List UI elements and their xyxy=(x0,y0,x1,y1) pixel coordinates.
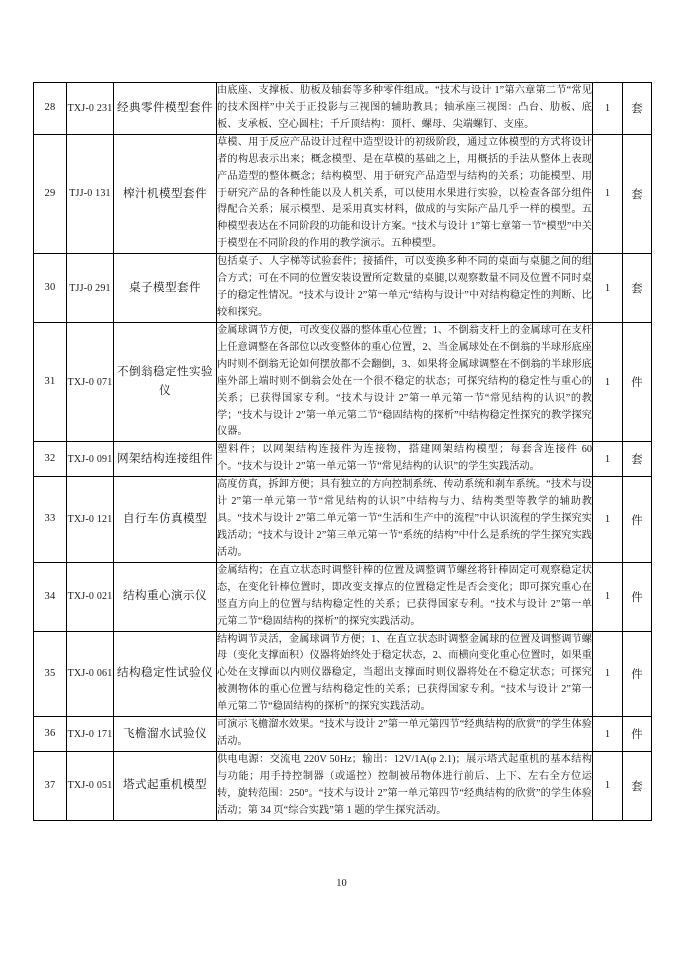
row-description: 包括桌子、人字梯等试验套件；接插件，可以变换多种不同的桌面与桌腿之间的组合方式；可在不同的位置安装设置所定数量的桌腿,以观察数量不同及位置不同时桌子的稳定性情况。“技术与设计 2”第一单元“结构与设计”中对结构稳定性的判断、比较和探究。 xyxy=(217,254,593,323)
row-name: 经典零件模型套件 xyxy=(114,83,217,135)
row-description: 供电电源：交流电 220V 50Hz；输出：12V/1A(φ 2.1)；展示塔式起重机的基本结构与功能；用手持控制器（或遥控）控制被吊物体进行前后、上下、左右全方位运转，旋转范围：250°。“技术与设计 2”第一单元第四节“经典结构的欣赏”的学生体验活动；第 34 页“综合实践”第 1 题的学生探究活动。 xyxy=(217,751,593,820)
row-unit: 件 xyxy=(623,477,652,563)
row-code: TXJ-0 021 xyxy=(67,562,114,631)
row-code: TXJ-0 121 xyxy=(67,477,114,563)
table-row xyxy=(34,83,652,135)
row-name: 塔式起重机模型 xyxy=(114,751,217,820)
row-unit: 套 xyxy=(623,83,652,135)
row-code: TXJ-0 091 xyxy=(67,442,114,477)
row-unit: 套 xyxy=(623,442,652,477)
row-code: TXJ-0 071 xyxy=(67,322,114,441)
row-quantity: 1 xyxy=(593,717,623,752)
row-description: 金属结构；在直立状态时调整针棒的位置及调整调节螺丝将针棒固定可观察稳定状态，在变化针棒位置时，即改变支撑点的位置稳定性是否会变化；即可探究重心在竖直方向上的位置与结构稳定性的关系；已获得国家专利。“技术与设计 2”第一单元第二节“稳固结构的探析”的探究实践活动。 xyxy=(217,562,593,631)
row-unit: 件 xyxy=(623,562,652,631)
row-index: 30 xyxy=(34,254,67,323)
equipment-table-body xyxy=(34,83,652,821)
row-index: 32 xyxy=(34,442,67,477)
row-index: 28 xyxy=(34,83,67,135)
row-index: 36 xyxy=(34,717,67,752)
row-description: 塑料件；以网架结构连接件为连接物，搭建网架结构模型；每套含连接件 60 个。“技术与设计 2”第一单元第一节“常见结构的认识”的学生实践活动。 xyxy=(217,442,593,477)
row-name: 飞檐溜水试验仪 xyxy=(114,717,217,752)
table-row xyxy=(34,631,652,717)
row-index: 34 xyxy=(34,562,67,631)
row-quantity: 1 xyxy=(593,477,623,563)
row-unit: 套 xyxy=(623,254,652,323)
table-row xyxy=(34,134,652,253)
row-code: TXJ-0 231 xyxy=(67,83,114,135)
row-quantity: 1 xyxy=(593,254,623,323)
row-code: TJJ-0 131 xyxy=(67,134,114,253)
table-row xyxy=(34,477,652,563)
row-description: 结构调节灵活，金属球调节方便；1、在直立状态时调整金属球的位置及调整调节螺母（变化支撑面积）仪器将始终处于稳定状态，2、而横向变化重心位置时，如果重心处在支撑面以内则仪器稳定，当超出支撑面时则仪器将处在不稳定状态；可探究被测物体的重心位置与结构稳定性的关系；已获得国家专利。“技术与设计 2”第一单元第二节“稳固结构的探析”的探究实践活动。 xyxy=(217,631,593,717)
row-index: 37 xyxy=(34,751,67,820)
row-code: TXJ-0 061 xyxy=(67,631,114,717)
row-index: 31 xyxy=(34,322,67,441)
row-unit: 件 xyxy=(623,717,652,752)
row-name: 不倒翁稳定性实验仪 xyxy=(114,322,217,441)
table-row xyxy=(34,562,652,631)
row-code: TXJ-0 051 xyxy=(67,751,114,820)
row-code: TXJ-0 171 xyxy=(67,717,114,752)
row-unit: 件 xyxy=(623,631,652,717)
row-quantity: 1 xyxy=(593,751,623,820)
row-quantity: 1 xyxy=(593,83,623,135)
equipment-table xyxy=(33,82,652,821)
row-quantity: 1 xyxy=(593,562,623,631)
row-quantity: 1 xyxy=(593,442,623,477)
row-name: 网架结构连接组件 xyxy=(114,442,217,477)
row-name: 结构稳定性试验仪 xyxy=(114,631,217,717)
page-number: 10 xyxy=(336,878,347,889)
row-description: 由底座、支撑板、肋板及轴套等多种零件组成。“技术与设计 1”第六章第二节“常见的技术图样”中关于正投影与三视图的辅助教具；轴承座三视图：凸台、肋板、底板、支承板、空心圆柱；千斤顶结构：顶杆、螺母、尖端螺钉、支座。 xyxy=(217,83,593,135)
row-index: 33 xyxy=(34,477,67,563)
table-row xyxy=(34,322,652,441)
row-unit: 套 xyxy=(623,134,652,253)
row-code: TJJ-0 291 xyxy=(67,254,114,323)
row-index: 29 xyxy=(34,134,67,253)
row-quantity: 1 xyxy=(593,631,623,717)
table-row xyxy=(34,442,652,477)
row-description: 金属球调节方便，可改变仪器的整体重心位置；1、不倒翁支杆上的金属球可在支杆上任意调整在各部位以改变整体的重心位置，2、当金属球处在不倒翁的半球形底座内时则不倒翁无论如何摆放都不会翻倒，3、如果将金属球调整在不倒翁的半球形底座外部上端时则不倒翁会处在一个很不稳定的状态；可探究结构的稳定性与重心的关系；已获得国家专利。“技术与设计 2”第一单元第一节“常见结构的认识”的教学；“技术与设计 2”第一单元第二节“稳固结构的探析”中结构稳定性探究的教学探究仪器。 xyxy=(217,322,593,441)
row-index: 35 xyxy=(34,631,67,717)
row-description: 高度仿真，拆卸方便；具有独立的方向控制系统、传动系统和刹车系统。“技术与设计 2”第一单元第一节“常见结构的认识”中结构与力、结构类型等教学的辅助教具。“技术与设计 2”第二单元第一节“生活和生产中的流程”中认识流程的学生探究实践活动；“技术与设计 2”第三单元第一节“系统的结构”中什么是系统的学生探究实践活动。 xyxy=(217,477,593,563)
row-unit: 件 xyxy=(623,322,652,441)
row-quantity: 1 xyxy=(593,134,623,253)
row-name: 桌子模型套件 xyxy=(114,254,217,323)
row-description: 草模、用于反应产品设计过程中造型设计的初级阶段，通过立体模型的方式将设计者的构思表示出来；概念模型、是在草模的基础之上，用概括的手法从整体上表现产品造型的整体概念；结构模型、用于研究产品造型与结构的关系；功能模型、用于研究产品的各种性能以及人机关系，可以使用水果进行实验，以检查各部分组件得配合关系；展示模型、是采用真实材料，做成的与实际产品几乎一样的模型。五种模型表达在不同阶段的功能和设计方案。“技术与设计 1”第七章第一节“模型”中关于模型在不同阶段的作用的教学演示。五种模型。 xyxy=(217,134,593,253)
row-unit: 套 xyxy=(623,751,652,820)
row-description: 可演示飞檐溜水效果。“技术与设计 2”第一单元第四节“经典结构的欣赏”的学生体验活动。 xyxy=(217,717,593,752)
table-row xyxy=(34,717,652,752)
row-name: 自行车仿真模型 xyxy=(114,477,217,563)
table-row xyxy=(34,751,652,820)
row-name: 结构重心演示仪 xyxy=(114,562,217,631)
row-quantity: 1 xyxy=(593,322,623,441)
equipment-table-container xyxy=(33,82,651,821)
table-row xyxy=(34,254,652,323)
row-name: 榨汁机模型套件 xyxy=(114,134,217,253)
